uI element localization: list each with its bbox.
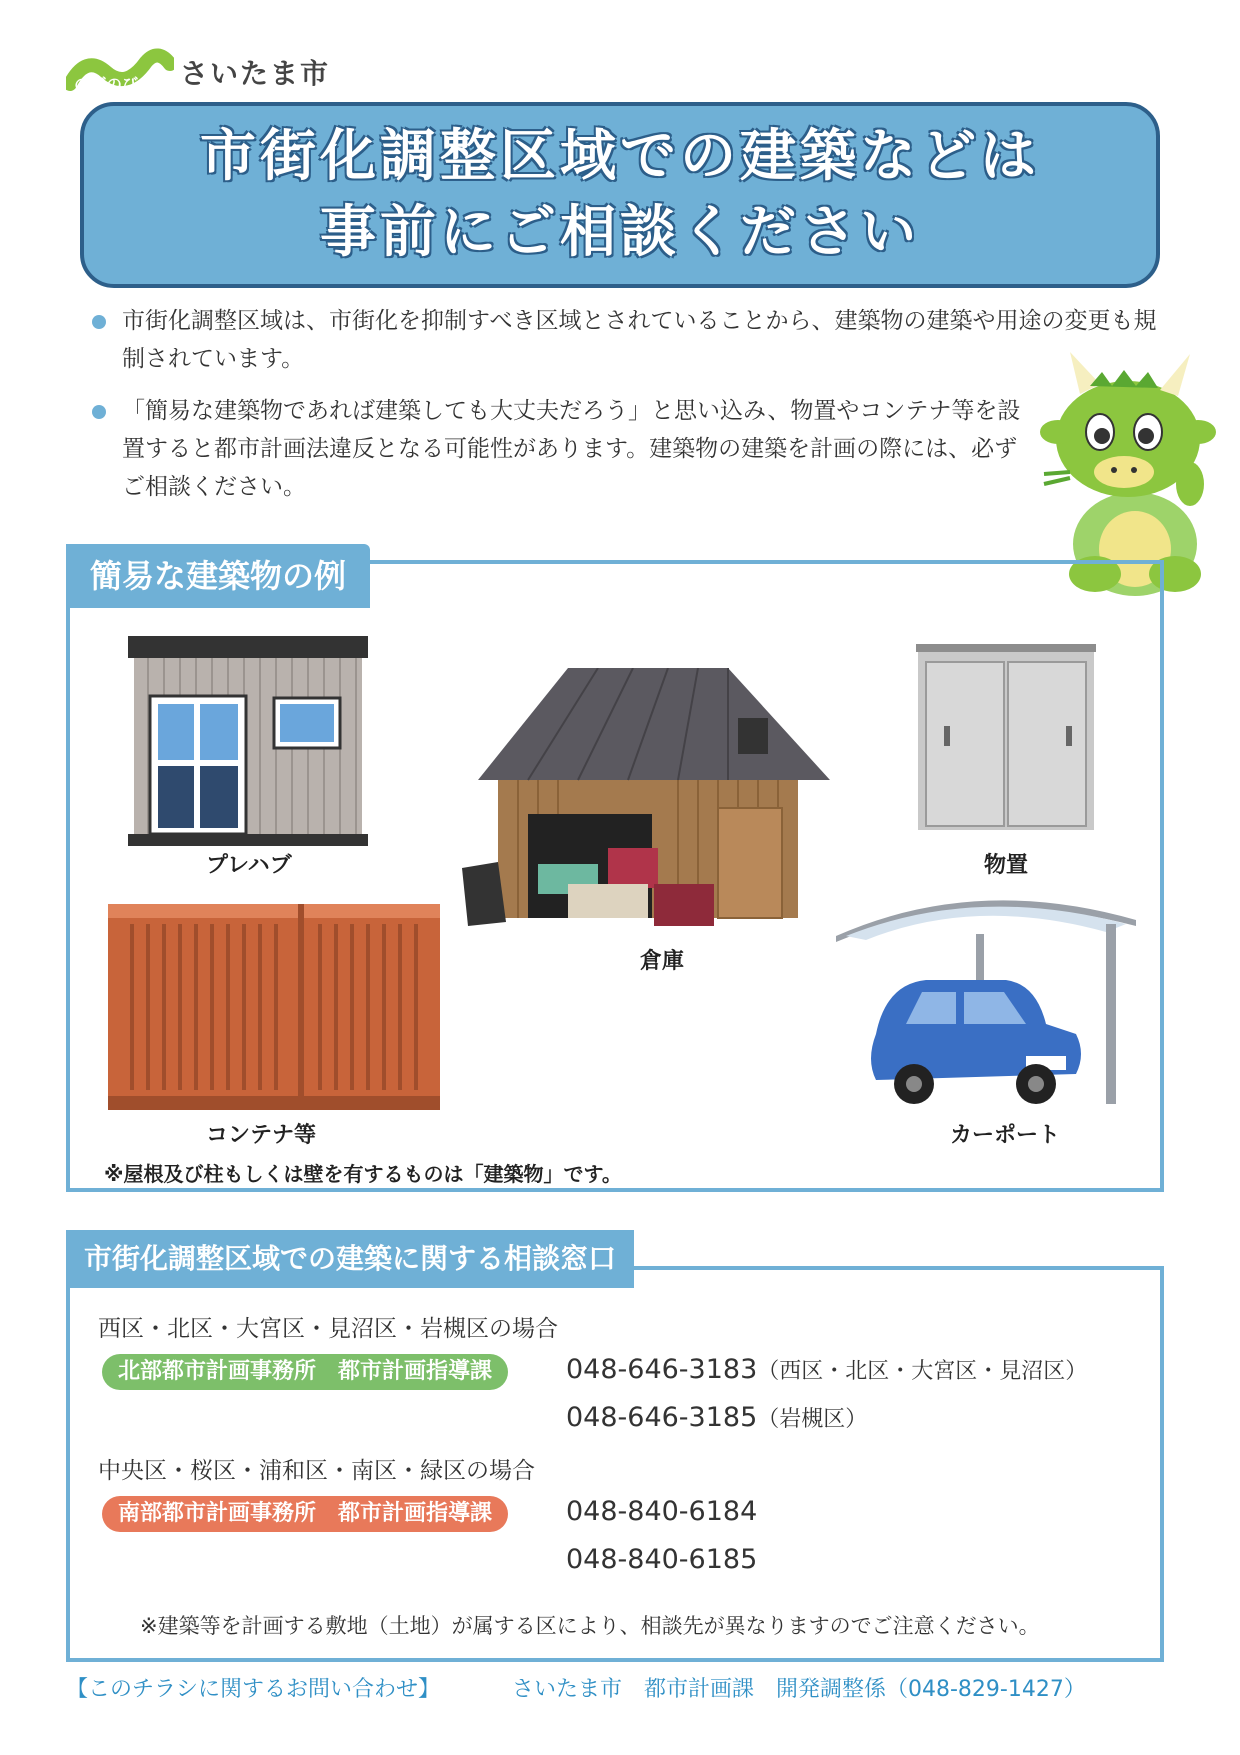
title-line-2: 事前にご相談ください bbox=[320, 200, 920, 265]
bullet-dot-icon bbox=[92, 405, 106, 419]
city-name: さいたま市 bbox=[180, 57, 331, 90]
intro-bullets bbox=[92, 302, 1162, 520]
consultation-heading: 市街化調整区域での建築に関する相談窓口 bbox=[66, 1230, 634, 1288]
north-phone-2 bbox=[566, 1402, 867, 1433]
footer-contact: さいたま市 都市計画課 開発調整係（048-829-1427） bbox=[512, 1677, 1086, 1702]
north-phone-1-number: 048-646-3183 bbox=[566, 1354, 758, 1385]
caption-container: コンテナ等 bbox=[206, 1123, 317, 1148]
bullet-text: 「簡易な建築物であれば建築しても大丈夫だろう」と思い込み、物置やコンテナ等を設置すると都市計画法違反となる可能性があります。建築物の建築を計画の際には、必ずご相談ください。 bbox=[122, 398, 1021, 500]
north-phone-2-note: （岩槻区） bbox=[757, 1407, 868, 1432]
south-areas: 中央区・桜区・浦和区・南区・緑区の場合 bbox=[98, 1458, 535, 1484]
prefab-illustration bbox=[128, 636, 368, 850]
south-office-pill: 南部都市計画事務所 都市計画指導課 bbox=[102, 1496, 508, 1532]
bullet-text: 市街化調整区域は、市街化を抑制すべき区域とされていることから、建築物の建築や用途の変更も規制されています。 bbox=[122, 308, 1157, 372]
title-line-1: 市街化調整区域での建築などは bbox=[200, 124, 1040, 189]
caption-shed: 物置 bbox=[984, 853, 1029, 878]
south-phone-1: 048-840-6184 bbox=[566, 1496, 758, 1527]
north-phone-2-number: 048-646-3185 bbox=[566, 1402, 758, 1433]
north-office-pill: 北部都市計画事務所 都市計画指導課 bbox=[102, 1354, 508, 1390]
caption-warehouse: 倉庫 bbox=[640, 949, 685, 974]
north-phone-1 bbox=[566, 1354, 1087, 1385]
caption-carport: カーポート bbox=[950, 1123, 1061, 1148]
north-phone-1-note: （西区・北区・大宮区・見沼区） bbox=[757, 1359, 1088, 1384]
caption-prefab: プレハブ bbox=[206, 853, 292, 878]
logo-mark-text: のびのび bbox=[74, 75, 139, 94]
bullet-dot-icon bbox=[92, 315, 106, 329]
carport-illustration bbox=[836, 884, 1146, 1118]
south-phone-2: 048-840-6185 bbox=[566, 1544, 758, 1575]
bullet-item bbox=[92, 302, 1162, 378]
examples-heading: 簡易な建築物の例 bbox=[66, 544, 370, 608]
building-definition-note: ※屋根及び柱もしくは壁を有するものは「建築物」です。 bbox=[104, 1162, 622, 1186]
footer-inquiry-label: 【このチラシに関するお問い合わせ】 bbox=[66, 1677, 441, 1702]
north-areas: 西区・北区・大宮区・見沼区・岩槻区の場合 bbox=[98, 1316, 558, 1342]
shed-illustration bbox=[916, 644, 1096, 838]
container-illustration bbox=[108, 904, 440, 1114]
consultation-note: ※建築等を計画する敷地（土地）が属する区により、相談先が異なりますのでご注意ください。 bbox=[140, 1614, 1040, 1638]
warehouse-illustration bbox=[458, 668, 838, 930]
bullet-item bbox=[92, 392, 1022, 506]
nobinobi-logo bbox=[66, 44, 174, 100]
title-banner bbox=[80, 102, 1160, 288]
